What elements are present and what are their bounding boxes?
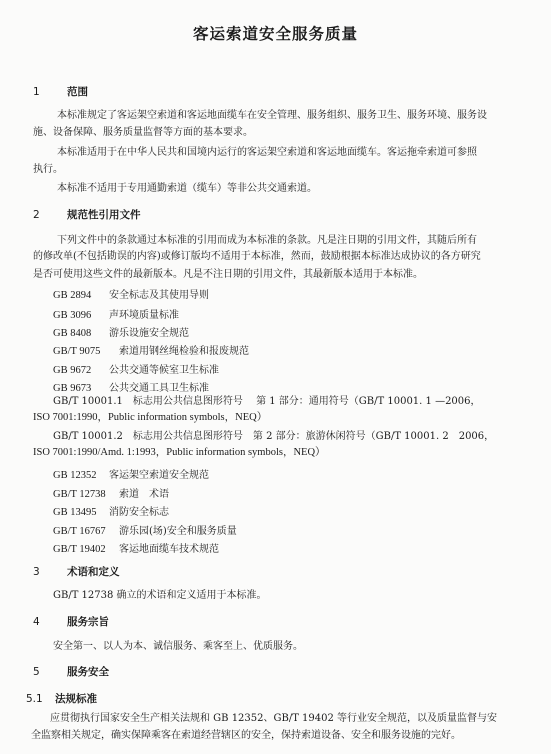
- reference-item: [53, 379, 209, 394]
- reference-item: [53, 361, 219, 376]
- paragraph: 是否可使用这些文件的最新版本。凡是不注日期的引用文件，其最新版本适用于本标准。: [33, 269, 423, 280]
- reference-item: [53, 485, 169, 500]
- reference-item: [53, 324, 189, 339]
- paragraph: 本标准适用于在中华人民共和国境内运行的客运架空索道和客运地面缆车。客运拖牵索道可参照: [57, 147, 477, 158]
- paragraph: GB/T 12738 确立的术语和定义适用于本标准。: [53, 590, 267, 601]
- reference-code: GB 12352: [53, 470, 97, 481]
- reference-code: GB/T 19402: [53, 544, 106, 555]
- subsection-number: 5.1: [26, 693, 43, 705]
- paragraph: 本标准不适用于专用通勤索道（缆车）等非公共交通索道。: [57, 183, 317, 194]
- section-4-heading: [33, 614, 109, 629]
- reference-item: [53, 522, 237, 537]
- reference-item: [53, 540, 219, 555]
- subsection-5-1-heading: [26, 691, 97, 706]
- reference-code: GB 9672: [53, 365, 92, 376]
- section-3-heading: [33, 564, 120, 579]
- section-number: 5: [33, 666, 40, 678]
- paragraph: 全监察相关规定，确实保障乘客在索道经营辖区的安全，保持索道设备、安全和服务设施的完好。: [31, 730, 461, 741]
- reference-item-long: GB/T 10001.2 标志用公共信息图形符号 第 2 部分：旅游休闲符号（GB/T 10001. 2 2006，: [53, 431, 495, 442]
- paragraph: 安全第一、以人为本、诚信服务、乘客至上、优质服务。: [53, 641, 303, 652]
- reference-title: 索道 术语: [119, 489, 169, 500]
- paragraph: 施、设备保障、服务质量监督等方面的基本要求。: [33, 127, 253, 138]
- reference-title: 公共交通工具卫生标准: [109, 383, 209, 394]
- reference-title: 消防安全标志: [109, 507, 169, 518]
- section-number: 4: [33, 616, 40, 628]
- reference-item: [53, 466, 209, 481]
- section-2-heading: [33, 207, 141, 222]
- reference-title: 游乐设施安全规范: [109, 328, 189, 339]
- reference-title: 安全标志及其使用导则: [109, 290, 209, 301]
- reference-code: GB 13495: [53, 507, 97, 518]
- section-title: 服务安全: [67, 666, 109, 678]
- reference-item: [53, 306, 179, 321]
- paragraph: 应贯彻执行国家安全生产相关法规和 GB 12352、GB/T 19402 等行业安全规范，以及质量监督与安: [50, 713, 498, 724]
- reference-item-long-cont: ISO 7001:1990/Amd. 1:1993，Public information symbols，NEQ）: [33, 447, 326, 458]
- section-1-heading: [33, 84, 88, 99]
- reference-title: 公共交通等候室卫生标准: [109, 365, 219, 376]
- reference-code: GB/T 9075: [53, 346, 101, 357]
- document-title: 客运索道安全服务质量: [192, 25, 358, 43]
- section-number: 1: [33, 86, 40, 98]
- reference-code: GB/T 16767: [53, 526, 106, 537]
- paragraph: 本标准规定了客运架空索道和客运地面缆车在安全管理、服务组织、服务卫生、服务环境、服务设: [57, 110, 487, 121]
- reference-title: 客运地面缆车技术规范: [119, 544, 219, 555]
- paragraph: 下列文件中的条款通过本标准的引用而成为本标准的条款。凡是注日期的引用文件，其随后所有: [57, 235, 477, 246]
- reference-title: 客运架空索道安全规范: [109, 470, 209, 481]
- section-title: 范围: [67, 86, 88, 98]
- reference-title: 游乐园(场)安全和服务质量: [119, 526, 237, 537]
- reference-code: GB 2894: [53, 290, 92, 301]
- reference-item: [53, 503, 169, 518]
- reference-code: GB 9673: [53, 383, 92, 394]
- section-title: 规范性引用文件: [67, 209, 141, 221]
- reference-item-long: GB/T 10001.1 标志用公共信息图形符号 第 1 部分：通用符号（GB/T 10001. 1 —2006，: [53, 396, 481, 407]
- section-number: 3: [33, 566, 40, 578]
- section-title: 服务宗旨: [67, 616, 109, 628]
- paragraph: 的修改单(不包括勘误的内容)或修订版均不适用于本标准，然而，鼓励根据本标准达成协议的各方研究: [33, 251, 481, 262]
- reference-code: GB 3096: [53, 310, 92, 321]
- reference-item-long-cont: ISO 7001:1990，Public information symbols，NEQ）: [33, 412, 268, 423]
- reference-item: [53, 342, 249, 357]
- section-5-heading: [33, 664, 109, 679]
- section-number: 2: [33, 209, 40, 221]
- reference-title: 索道用钢丝绳检验和报废规范: [119, 346, 249, 357]
- reference-item: [53, 286, 209, 301]
- reference-code: GB 8408: [53, 328, 92, 339]
- subsection-title: 法规标准: [55, 693, 97, 705]
- paragraph: 执行。: [33, 164, 63, 175]
- reference-title: 声环境质量标准: [109, 310, 179, 321]
- section-title: 术语和定义: [67, 566, 120, 578]
- reference-code: GB/T 12738: [53, 489, 106, 500]
